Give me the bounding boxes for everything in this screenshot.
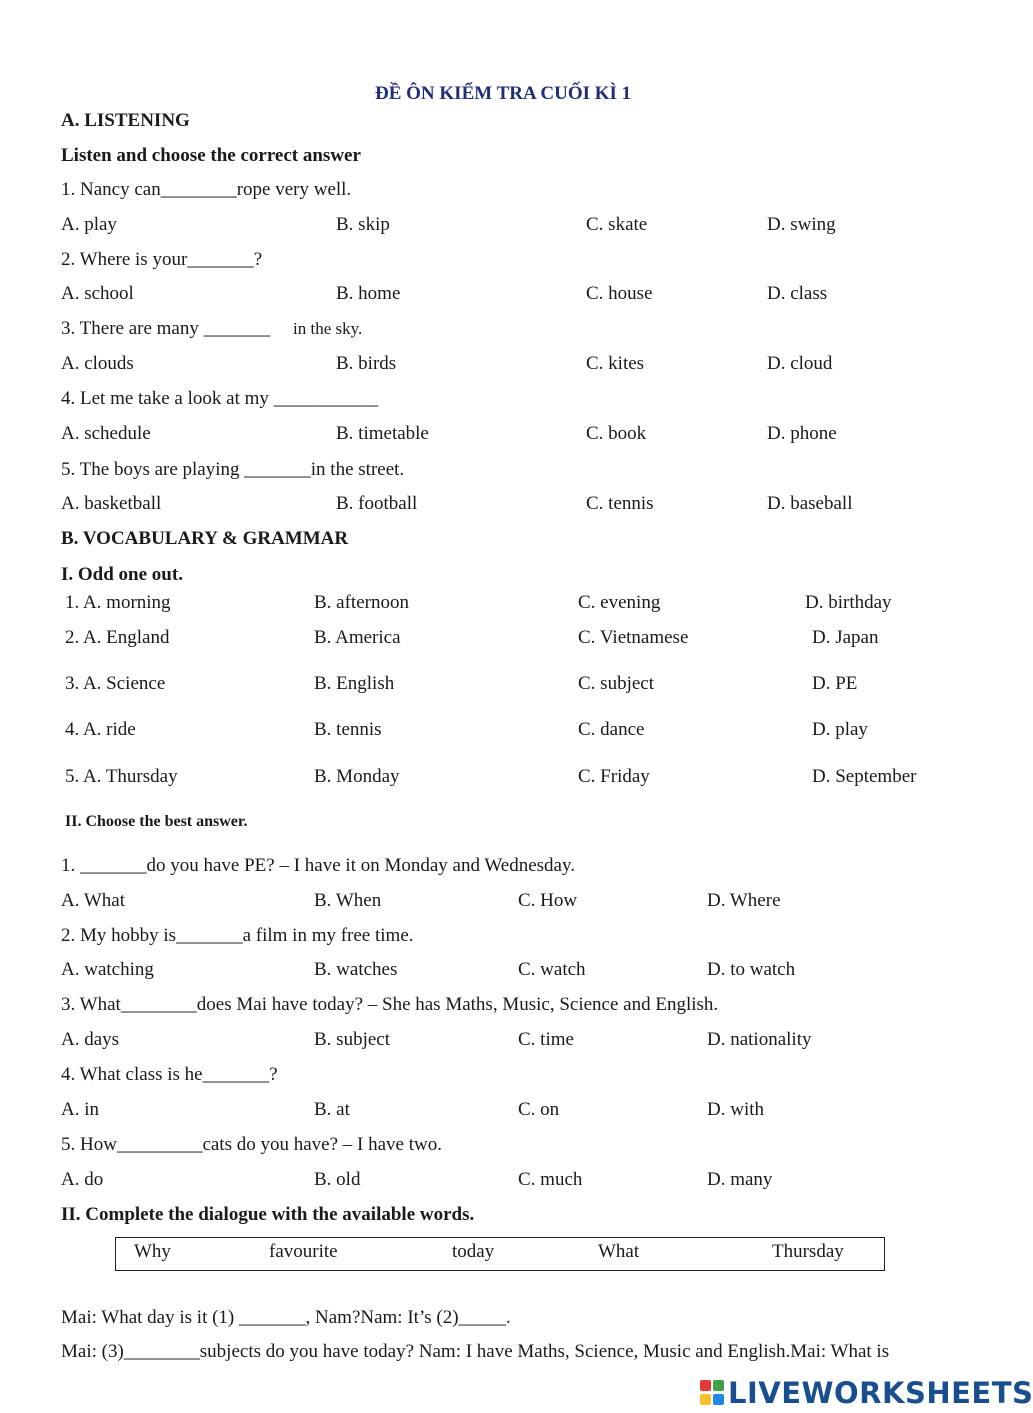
option-3a[interactable]: A. clouds — [61, 353, 134, 374]
grammar-question-5: 5. How_________cats do you have? – I have two. — [61, 1134, 442, 1155]
option-4b[interactable]: B. timetable — [336, 423, 429, 444]
option-4d[interactable]: D. phone — [767, 423, 837, 444]
grammar-option-3c[interactable]: C. time — [518, 1029, 574, 1050]
grammar-option-4a[interactable]: A. in — [61, 1099, 99, 1120]
odd-row-5-d[interactable]: D. September — [812, 766, 917, 787]
grammar-option-3d[interactable]: D. nationality — [707, 1029, 812, 1050]
word-bank-item[interactable]: Why — [134, 1241, 171, 1262]
option-4a[interactable]: A. schedule — [61, 423, 151, 444]
option-1b[interactable]: B. skip — [336, 214, 390, 235]
odd-row-2-a[interactable]: 2. A. England — [65, 627, 170, 648]
section-heading-listening: A. LISTENING — [61, 110, 190, 131]
odd-row-3-d[interactable]: D. PE — [812, 673, 858, 694]
grammar-option-2a[interactable]: A. watching — [61, 959, 154, 980]
listening-question-3-tail: in the sky. — [293, 319, 363, 338]
odd-row-3-a[interactable]: 3. A. Science — [65, 673, 166, 694]
option-2a[interactable]: A. school — [61, 283, 134, 304]
grammar-option-2d[interactable]: D. to watch — [707, 959, 796, 980]
grammar-question-3: 3. What________does Mai have today? – She has Maths, Music, Science and English. — [61, 994, 719, 1015]
grammar-option-2b[interactable]: B. watches — [314, 959, 398, 980]
option-1d[interactable]: D. swing — [767, 214, 836, 235]
option-2c[interactable]: C. house — [586, 283, 653, 304]
logo-text: LIVEWORKSHEETS — [728, 1376, 1033, 1410]
word-bank-item[interactable]: Thursday — [772, 1241, 844, 1262]
grammar-option-5b[interactable]: B. old — [314, 1169, 361, 1190]
odd-row-2-c[interactable]: C. Vietnamese — [578, 627, 689, 648]
grammar-option-2c[interactable]: C. watch — [518, 959, 586, 980]
grammar-option-3b[interactable]: B. subject — [314, 1029, 390, 1050]
dialogue-line-2: Mai: (3)________subjects do you have today? Nam: I have Maths, Science, Music and English.Mai: What is — [61, 1341, 890, 1362]
option-1a[interactable]: A. play — [61, 214, 117, 235]
section-heading-vocabulary: B. VOCABULARY & GRAMMAR — [61, 528, 349, 549]
option-3d[interactable]: D. cloud — [767, 353, 833, 374]
listening-question-3: 3. There are many _______ — [61, 318, 271, 339]
choose-best-heading: II. Choose the best answer. — [65, 813, 248, 830]
odd-row-4-a[interactable]: 4. A. ride — [65, 719, 136, 740]
grammar-question-2: 2. My hobby is_______a film in my free time. — [61, 925, 414, 946]
odd-row-2-b[interactable]: B. America — [314, 627, 401, 648]
grammar-option-4b[interactable]: B. at — [314, 1099, 350, 1120]
option-2d[interactable]: D. class — [767, 283, 828, 304]
odd-row-1-a[interactable]: 1. A. morning — [65, 592, 171, 613]
option-5c[interactable]: C. tennis — [586, 493, 654, 514]
option-3c[interactable]: C. kites — [586, 353, 645, 374]
odd-one-out-heading: I. Odd one out. — [61, 564, 183, 585]
odd-row-4-d[interactable]: D. play — [812, 719, 868, 740]
odd-row-1-d[interactable]: D. birthday — [805, 592, 892, 613]
option-5d[interactable]: D. baseball — [767, 493, 853, 514]
listening-question-4: 4. Let me take a look at my ___________ — [61, 388, 379, 409]
odd-row-5-b[interactable]: B. Monday — [314, 766, 400, 787]
listening-question-1: 1. Nancy can________rope very well. — [61, 179, 352, 200]
grammar-option-1d[interactable]: D. Where — [707, 890, 781, 911]
option-2b[interactable]: B. home — [336, 283, 401, 304]
grammar-option-5c[interactable]: C. much — [518, 1169, 583, 1190]
grammar-option-5d[interactable]: D. many — [707, 1169, 773, 1190]
grammar-option-1b[interactable]: B. When — [314, 890, 382, 911]
listening-question-2: 2. Where is your_______? — [61, 249, 263, 270]
word-bank-item[interactable]: What — [598, 1241, 640, 1262]
word-bank-item[interactable]: today — [452, 1241, 495, 1262]
word-bank — [115, 1237, 885, 1271]
odd-row-4-b[interactable]: B. tennis — [314, 719, 382, 740]
odd-row-1-c[interactable]: C. evening — [578, 592, 661, 613]
odd-row-3-c[interactable]: C. subject — [578, 673, 654, 694]
grammar-option-3a[interactable]: A. days — [61, 1029, 120, 1050]
grammar-option-4d[interactable]: D. with — [707, 1099, 764, 1120]
odd-row-1-b[interactable]: B. afternoon — [314, 592, 409, 613]
listening-question-5: 5. The boys are playing _______in the street. — [61, 459, 405, 480]
odd-row-5-c[interactable]: C. Friday — [578, 766, 650, 787]
option-5a[interactable]: A. basketball — [61, 493, 162, 514]
grammar-question-4: 4. What class is he_______? — [61, 1064, 278, 1085]
grammar-option-1a[interactable]: A. What — [61, 890, 126, 911]
option-5b[interactable]: B. football — [336, 493, 418, 514]
grammar-option-1c[interactable]: C. How — [518, 890, 578, 911]
option-1c[interactable]: C. skate — [586, 214, 648, 235]
logo-grid-icon — [700, 1376, 726, 1410]
liveworksheets-logo — [700, 1376, 1033, 1410]
odd-row-5-a[interactable]: 5. A. Thursday — [65, 766, 178, 787]
dialogue-heading: II. Complete the dialogue with the available words. — [61, 1204, 475, 1225]
listening-instruction: Listen and choose the correct answer — [61, 145, 361, 166]
odd-row-4-c[interactable]: C. dance — [578, 719, 645, 740]
dialogue-line-1: Mai: What day is it (1) _______, Nam?Nam: It’s (2)_____. — [61, 1307, 511, 1328]
word-bank-item[interactable]: favourite — [269, 1241, 338, 1262]
grammar-option-4c[interactable]: C. on — [518, 1099, 560, 1120]
odd-row-2-d[interactable]: D. Japan — [812, 627, 879, 648]
grammar-question-1: 1. _______do you have PE? – I have it on Monday and Wednesday. — [61, 855, 576, 876]
grammar-option-5a[interactable]: A. do — [61, 1169, 104, 1190]
option-4c[interactable]: C. book — [586, 423, 647, 444]
page-title: ĐỀ ÔN KIỂM TRA CUỐI KÌ 1 — [375, 83, 632, 104]
odd-row-3-b[interactable]: B. English — [314, 673, 395, 694]
option-3b[interactable]: B. birds — [336, 353, 397, 374]
